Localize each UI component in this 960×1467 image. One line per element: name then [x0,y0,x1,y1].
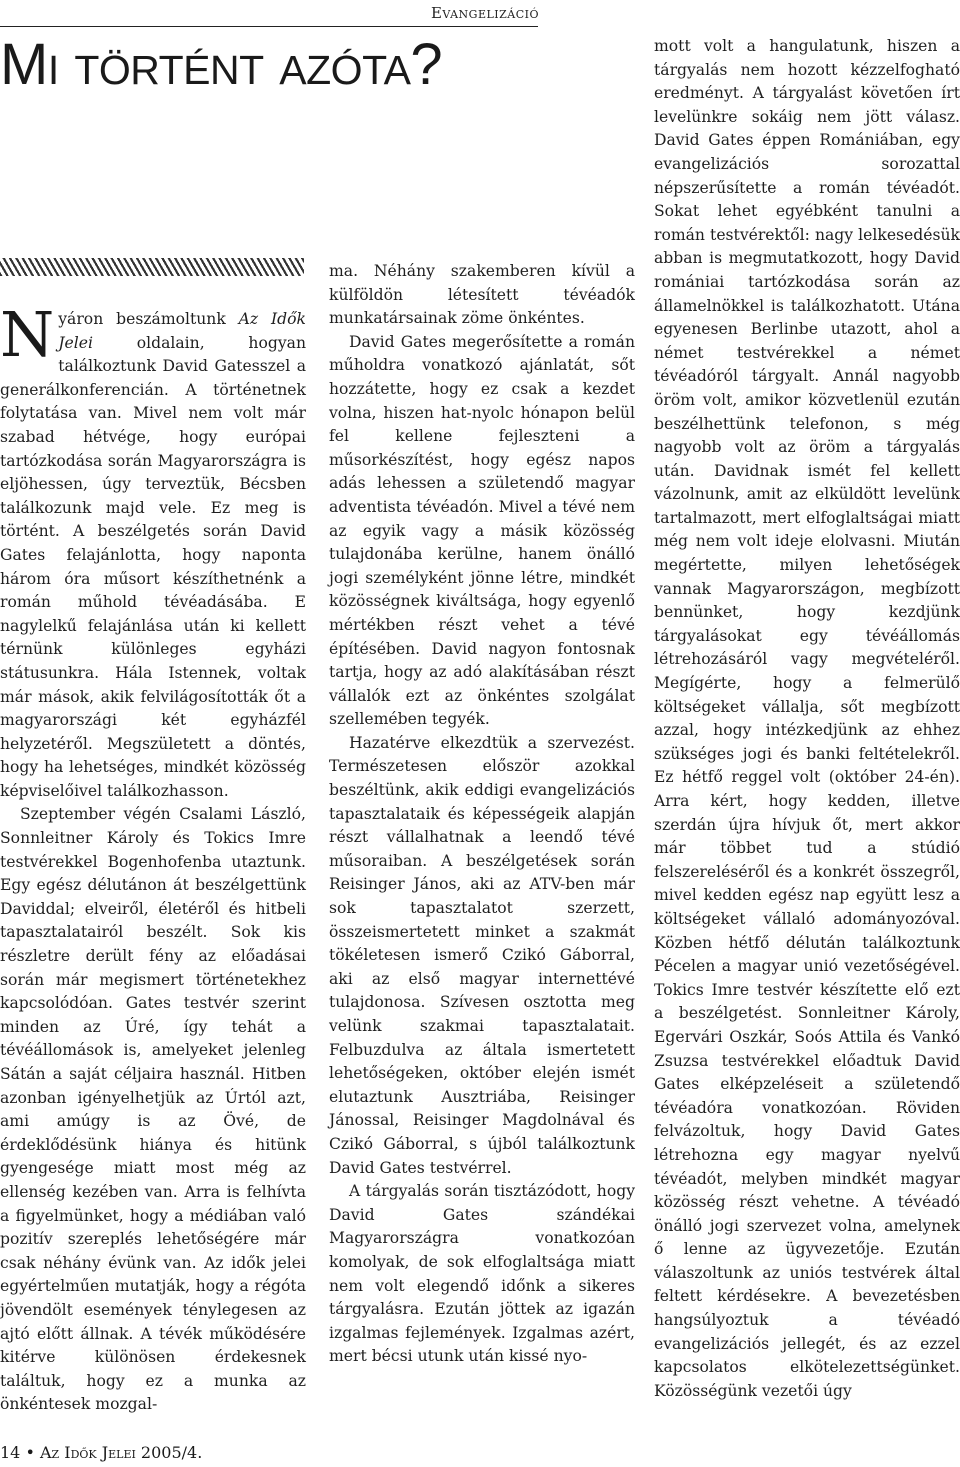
paragraph: David Gates megerősítette a román műholdra vonatkozó ajánlatát, sőt hozzátette, hogy ez csak a kezdet volna, hiszen hat-nyolc hónapon belül fel kellene fejleszteni a műsorkészítést, hogy egész napos adás lehessen a születendő magyar adventista tévéadón. Mivel a tévé nem az egyik vagy a másik közösség tulajdonába kerülne, hanem önálló jogi személyként jönne létre, mindkét közösségnek kiváltsága, hogy egyenlő mértékben részt vehet a tévé építésében. David nagyon fontosnak tartja, hogy az adó alakításában részt vállalók ezt az önkéntes szolgálat szellemében tegyék. [329,332,635,729]
header-rule [0,26,538,27]
paragraph: ma. Néhány szakemberen kívül a külföldön létesített tévéadók munkatársainak zöme önkéntes. [329,262,635,328]
article-column-1 [0,298,306,1417]
drop-cap: N [0,298,55,371]
paragraph: Hazatérve elkezdtük a szervezést. Természetesen először azokkal beszéltünk, akik eddigi evangelizációs tapasztalataik és képességeik alapján részt vállalhatnak a leendő tévé műsoraiban. A beszélgetések során Reisinger János, aki az ATV-ben már sok tapasztalatot szerzett, összeismertetett minket a szakmát tökéletesen ismerő Czikó Gáborral, aki az első magyar internettévé tulajdonosa. Szívesen osztotta meg velünk szakmai tapasztalatait. Felbuzdulva az általa ismertetett lehetőségeken, október elején ismét elutaztunk Ausztriába, Reisinger Jánossal, Reisinger Magdolnával és Czikó Gáborral, s újból találkoztunk David Gates testvérrel. [329,733,635,1177]
magazine-name: Az Idők Jelei [58,310,306,352]
paragraph: Nyáron beszámoltunk Az Idők Jelei oldalain, hogyan találkoztunk David Gatesszel a generálkonferencián. A történetnek folytatása van. Mivel nem volt már szabad hétvége, hogy európai tartózkodása során Magyarországra is eljöhessen, úgy terveztük, Bécsben találkozunk majd vele. Ez meg is történt. A beszélgetés során David Gates felajánlotta, hogy naponta három óra műsort készíthetnénk a román műhold tévéadásába. E nagylelkű felajánlása után ki kellett térnünk különleges egyházi státusunkra. Hála Istennek, voltak már mások, akik felvilágosították őt a magyarországi két egyházfél helyzetéről. Megszületett a döntés, hogy ha lehetséges, mindkét közösség képviselőivel találkozhasson. [0,298,306,800]
paragraph: A tárgyalás során tisztázódott, hogy David Gates szándékai Magyarországra vonatkozóan komolyak, de sok elfoglaltsága miatt nem volt elegendő időnk a sikeres tárgyalásra. Ezután jöttek az igazán izgalmas fejlemények. Izgalmas azért, mert bécsi utunk után kissé nyo- [329,1182,635,1366]
decorative-hatch-bar [0,258,304,276]
article-column-3 [654,35,960,1403]
article-title: Mi történt azóta? [0,32,443,97]
paragraph: mott volt a hangulatunk, hiszen a tárgyalás nem hozott kézzelfogható eredményt. A tárgyalást követően írt levelünkre sokáig nem jött válasz. David Gates éppen Romániában, egy evangelizációs sorozattal népszerűsítette a román tévéadót. Sokat lehet egyébként tanulni a román testvérektől: nagy lelkesedésük abban is megmutatkozott, hogy David romániai tartózkodása során az államelnökkel is találkozhatott. Utána egyenesen Berlinbe utazott, ahol a német testvérekkel a német tévéadóról tárgyalt. Annál nagyobb öröm volt, amikor közvetlenül ezután beszélhettünk telefonon, s még nagyobb volt az öröm a tárgyalás után. Davidnak ismét fel kellett vázolnunk, amit az elküldött levelünk tartalmazott, mert elfoglaltságai miatt még nem volt ideje elolvasni. Miután megértette, milyen lehetőségek vannak Magyarországon, megbízott bennünket, hogy kezdjünk tárgyalásokat egy tévéállomás létrehozásáról vagy megvételéről. Megígérte, hogy a felmerülő költségeket vállalja, sőt megbízott azzal, hogy intézkedjünk az ehhez szükséges jogi és banki feltételekről. Ez hétfő reggel volt (október 24-én). Arra kért, hogy kedden, illetve szerdán újra hívjuk őt, mert akkor már többet tud a stúdió felszereléséről és a konkrét összegről, mivel kedden egész nap együtt lesz a költségeket vállaló adományozóval. Közben hétfő délután találkoztunk Pécelen a magyar unió vezetőségével. Tokics Imre testvér készítette elő ezt a beszélgetést. Sonnleitner Károly, Egervári Oszkár, Soós Attila és Vankó Zsuzsa testvérekkel előadtuk David Gates elképzeléseit a születendő tévéadóra vonatkozóan. Röviden felvázoltuk, hogy David Gates létrehozna egy magyar nyelvű tévéadót, melyben mindkét magyar közösség részt vehetne. A tévéadó önálló jogi szervezet volna, amelynek ő lenne az ügyvezetője. Ezután válaszoltunk az uniós testvérek által feltett kérdésekre. A bevezetésben hangsúlyoztuk a tévéadó evangelizációs jellegét, és az ezzel kapcsolatos elkötelezettségünket. Közösségünk vezetői úgy [654,37,960,1400]
paragraph: Szeptember végén Csalami László, Sonnleitner Károly és Tokics Imre testvérekkel Bogenhofenba utaztunk. Egy egész délutánon át beszélgettünk Daviddal; elveiről, életéről és hitbeli tapasztalatairól beszélt. Sok kis részletre derült fény az előadásai során már megismert történetekhez kapcsolódóan. Gates testvér szerint minden az Úré, így tehát a tévéállomások is, amelyeket jelenleg Sátán a saját céljaira használ. Hitben azonban igényelhetjük az Úrtól azt, ami amúgy is az Övé, de érdeklődésünk hiánya és hitünk gyengesége miatt most még az ellenség kezében van. Arra is felhívta a figyelmünket, hogy a médiában való pozitív szereplés lehetőségére már csak néhány évünk van. Az idők jelei egyértelműen mutatják, hogy a régóta jövendölt események ténylegesen az ajtó előtt állnak. A tévék működésére kitérve különösen érdekesnek találtuk, hogy ez a munka az önkéntesek mozgal- [0,805,306,1414]
article-column-2 [329,260,635,1369]
section-label: Evangelizáció [430,4,539,22]
page-footer: 14 • Az Idők Jelei 2005/4. [0,1443,203,1462]
